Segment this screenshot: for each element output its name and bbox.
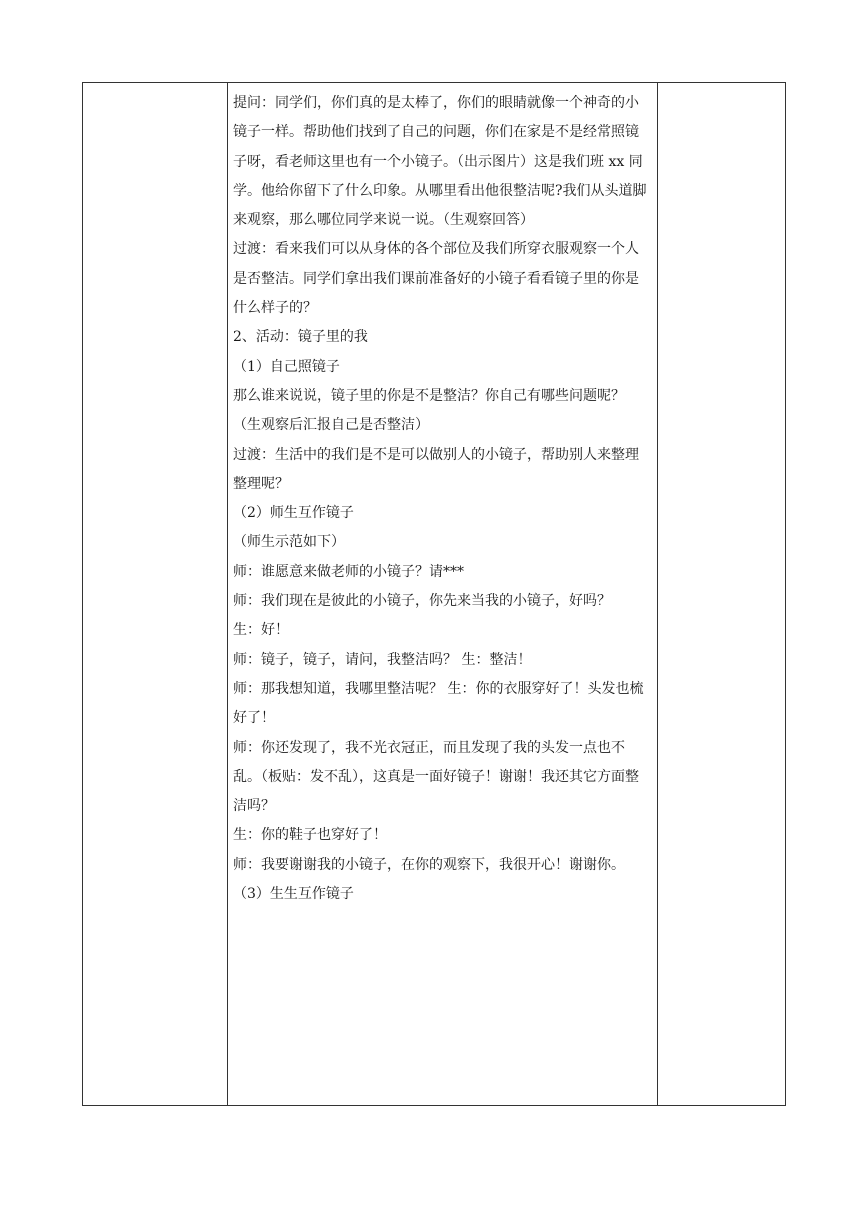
column-divider-left — [227, 83, 228, 1105]
paragraph: 过渡：看来我们可以从身体的各个部位及我们所穿衣服观察一个人是否整洁。同学们拿出我们课前准备好的小镜子看看镜子里的你是什么样子的？ — [233, 241, 639, 317]
dialogue-line: 师：我要谢谢我的小镜子，在你的观察下，我很开心！谢谢你。 — [233, 856, 625, 873]
sub-heading: （2）师生互作镜子 — [233, 505, 354, 522]
section-heading: 2、活动：镜子里的我 — [233, 329, 368, 346]
dialogue-line: 生：好！ — [233, 622, 289, 639]
paragraph: 那么谁来说说，镜子里的你是不是整洁？你自己有哪些问题呢？（生观察后汇报自己是否整洁） — [233, 387, 625, 434]
paragraph: 提问：同学们，你们真的是太棒了，你们的眼睛就像一个神奇的小镜子一样。帮助他们找到了自己的问题，你们在家是不是经常照镜子呀，看老师这里也有一个小镜子。（出示图片）这是我们班 xx 同学。他给你留下了什么印象。从哪里看出他很整洁呢?我们从头道脚来观察，那么哪位同学来说一说。（生观察回答） — [233, 95, 647, 229]
dialogue-line: 师：那我想知道，我哪里整洁呢？ 生：你的衣服穿好了！头发也梳好了！ — [233, 680, 644, 727]
dialogue-line: 师：我们现在是彼此的小镜子，你先来当我的小镜子，好吗？ — [233, 593, 611, 610]
dialogue-line: 师：镜子，镜子，请问，我整洁吗？ 生：整洁！ — [233, 651, 532, 668]
dialogue-line: 师：谁愿意来做老师的小镜子？请*** — [233, 563, 464, 580]
lesson-content-cell — [233, 89, 651, 909]
lesson-table — [82, 82, 786, 1106]
sub-heading: （1）自己照镜子 — [233, 358, 340, 375]
sub-heading: （3）生生互作镜子 — [233, 886, 354, 903]
paragraph: 过渡：生活中的我们是不是可以做别人的小镜子，帮助别人来整理整理呢？ — [233, 446, 639, 492]
paragraph: （师生示范如下） — [233, 534, 345, 551]
dialogue-line: 生：你的鞋子也穿好了！ — [233, 827, 387, 844]
column-divider-right — [657, 83, 658, 1105]
dialogue-line: 师：你还发现了，我不光衣冠正，而且发现了我的头发一点也不乱。（板贴：发不乱），这真是一面好镜子！谢谢！我还其它方面整洁吗？ — [233, 739, 639, 815]
